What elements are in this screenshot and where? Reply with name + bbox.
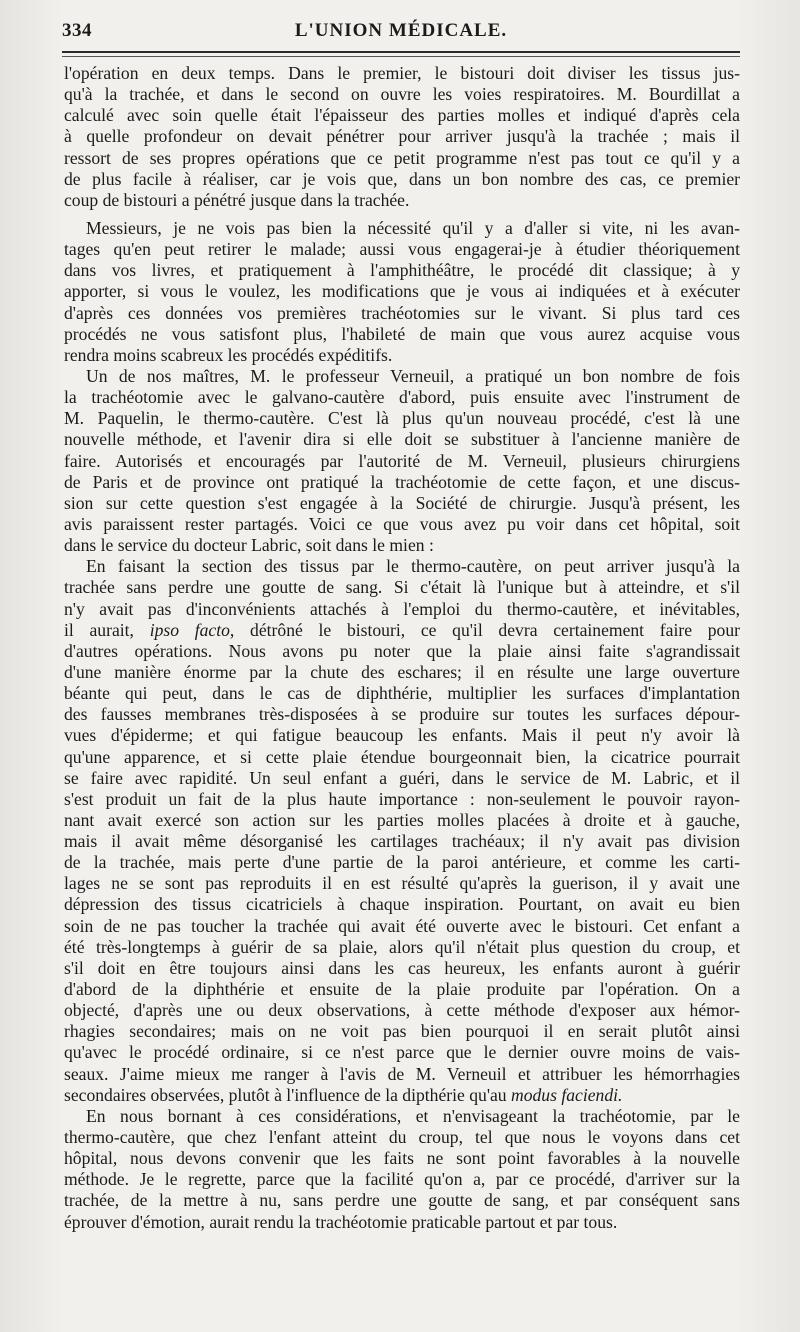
text-line: Messieurs, je ne vois pas bien la nécessité qu'il y a d'aller si vite, ni les avan- bbox=[86, 217, 740, 238]
header-rule-thin bbox=[62, 56, 740, 57]
running-title: L'UNION MÉDICALE. bbox=[294, 20, 508, 41]
page-header bbox=[62, 16, 740, 48]
text-line: tages qu'en peut retirer le malade; aussi vous engagerai-je à étudier théoriquement bbox=[64, 239, 740, 260]
text-line: Un de nos maîtres, M. le professeur Verneuil, a pratiqué un bon nombre de fois bbox=[86, 365, 740, 386]
header-rule bbox=[62, 51, 740, 53]
text-line: éprouver d'émotion, aurait rendu la trachéotomie praticable partout et par tous. bbox=[64, 1211, 618, 1232]
text-line: à quelle profondeur on devait pénétrer pour arriver jusqu'à la trachée ; mais il bbox=[64, 126, 740, 147]
text-line: d'autres opérations. Nous avons pu noter que la plaie ainsi faite s'agrandissait bbox=[64, 640, 740, 661]
text-line: En nous bornant à ces considérations, et n'envisageant la trachéotomie, par le bbox=[86, 1105, 740, 1126]
paragraph bbox=[64, 556, 740, 1106]
text-line: coup de bistouri a pénétré jusque dans la trachée. bbox=[64, 189, 410, 210]
paragraph bbox=[64, 218, 740, 366]
text-line: dépression des tissus cicatriciels à chaque inspiration. Pourtant, on avait eu bien bbox=[64, 894, 740, 915]
text-line: s'il doit en être toujours ainsi dans les cas heureux, les enfants auront à guérir bbox=[64, 957, 740, 978]
page-number: 334 bbox=[62, 20, 92, 41]
paragraph bbox=[64, 366, 740, 556]
text-line: mais il avait même désorganisé les cartilages trachéaux; il n'y avait pas division bbox=[64, 831, 740, 852]
text-line: dans le service du docteur Labric, soit dans le mien : bbox=[64, 535, 434, 556]
text-line: qu'à la trachée, et dans le second on ouvre les voies respiratoires. M. Bourdillat a bbox=[64, 84, 740, 105]
text-line: béante qui peut, dans le cas de diphthérie, multiplier les surfaces d'implantation bbox=[64, 683, 740, 704]
text-line: d'une manière énorme par la chute des eschares; il en résulte une large ouverture bbox=[64, 661, 740, 682]
text-line: apporter, si vous le voulez, les modifications que je vous ai indiquées et à exécuter bbox=[64, 281, 740, 302]
text-line: rendra moins scabreux les procédés expéditifs. bbox=[64, 344, 393, 365]
text-line: la trachéotomie avec le galvano-cautère d'abord, puis ensuite avec l'instrument de bbox=[64, 387, 740, 408]
text-line: seaux. J'aime mieux me ranger à l'avis de M. Verneuil et attribuer les hémorrhagies bbox=[64, 1063, 740, 1084]
text-line: de plus facile à réaliser, car je vois que, dans un bon nombre des cas, ce premier bbox=[64, 168, 740, 189]
text-line: secondaires observées, plutôt à l'influence de la dipthérie qu'au modus faciendi. bbox=[64, 1084, 623, 1105]
text-line: nouvelle méthode, et l'avenir dira si elle doit se substituer à l'ancienne manière de bbox=[64, 429, 740, 450]
text-line: faire. Autorisés et encouragés par l'autorité de M. Verneuil, plusieurs chirurgiens bbox=[64, 450, 740, 471]
text-line: thermo-cautère, que chez l'enfant atteint du croup, tel que nous le voyons dans cet bbox=[64, 1127, 740, 1148]
italic-text: modus faciendi. bbox=[511, 1084, 623, 1105]
text-line: qu'avec le procédé ordinaire, si ce n'est parce que le dernier ouvre moins de vais- bbox=[64, 1042, 740, 1063]
text-line: nant avait exercé son action sur les parties molles placées à droite et à gauche, bbox=[64, 809, 740, 830]
text-line: qu'une apparence, et si cette plaie étendue bourgeonnait bien, la cicatrice pourrait bbox=[64, 746, 740, 767]
text-line: d'après ces données vos premières trachéotomies sur le vivant. Si plus tard ces bbox=[64, 302, 740, 323]
article-body bbox=[64, 63, 740, 1233]
paragraph bbox=[64, 63, 740, 211]
text-line: sion sur cette question s'est engagée à la Société de chirurgie. Jusqu'à présent, les bbox=[64, 492, 740, 513]
text-line: trachée sans perdre une goutte de sang. Si c'était là l'unique but à atteindre, et s'il bbox=[64, 577, 740, 598]
text-line: objecté, d'après une ou deux observations, à cette méthode d'exposer aux hémor- bbox=[64, 1000, 740, 1021]
text-line: méthode. Je le regrette, parce que la facilité qu'on a, par ce procédé, d'arriver sur la bbox=[64, 1169, 740, 1190]
text-line: En faisant la section des tissus par le thermo-cautère, on peut arriver jusqu'à la bbox=[86, 556, 740, 577]
text-line: avis paraissent rester partagés. Voici ce que vous avez pu voir dans cet hôpital, soit bbox=[64, 513, 740, 534]
text-line: vues d'épiderme; et qui fatigue beaucoup les enfants. Mais il peut n'y avoir là bbox=[64, 725, 740, 746]
text-line: ressort de ses propres opérations que ce petit programme n'est pas tout ce qu'il y a bbox=[64, 147, 740, 168]
text-line: de Paris et de province ont pratiqué la trachéotomie de cette façon, et une discus- bbox=[64, 471, 740, 492]
text-line: procédés ne vous satisfont plus, l'habileté de main que vous aurez acquise vous bbox=[64, 323, 740, 344]
text-line: l'opération en deux temps. Dans le premier, le bistouri doit diviser les tissus jus- bbox=[64, 63, 740, 83]
text-line: il aurait, ipso facto, détrôné le bistouri, ce qu'il devra certainement faire pour bbox=[64, 619, 740, 640]
text-line: des fausses membranes très-disposées à se produire sur toutes les surfaces dépour- bbox=[64, 704, 740, 725]
text-line: calculé avec soin quelle était l'épaisseur des parties molles et indiqué d'après cela bbox=[64, 105, 740, 126]
text-line: rhagies secondaires; mais on ne voit pas bien pourquoi il en serait plutôt ainsi bbox=[64, 1021, 740, 1042]
text-line: M. Paquelin, le thermo-cautère. C'est là plus qu'un nouveau procédé, c'est là une bbox=[64, 408, 740, 429]
text-line: été très-longtemps à guérir de sa plaie, alors qu'il n'était plus question du croup, et bbox=[64, 936, 740, 957]
italic-text: ipso facto bbox=[149, 619, 230, 640]
text-line: soin de ne pas toucher la trachée qui avait été ouverte avec le bistouri. Cet enfant a bbox=[64, 915, 740, 936]
text-line: s'est produit un fait de la plus haute importance : non-seulement le pouvoir rayon- bbox=[64, 788, 740, 809]
text-line: de la trachée, mais perte d'une partie de la paroi antérieure, et comme les carti- bbox=[64, 852, 740, 873]
text-line: lages ne se sont pas reproduits il en est résulté qu'après la guerison, il y avait une bbox=[64, 873, 740, 894]
text-line: dans vos livres, et pratiquement à l'amphithéâtre, le procédé dit classique; à y bbox=[64, 260, 740, 281]
text-line: n'y avait pas d'inconvénients attachés à l'emploi du thermo-cautère, et inévitables, bbox=[64, 598, 740, 619]
text-line: trachée, de la mettre à nu, sans perdre une goutte de sang, et par conséquent sans bbox=[64, 1190, 740, 1211]
paragraph bbox=[64, 1106, 740, 1233]
text-line: d'abord de la diphthérie et ensuite de la plaie produite par l'opération. On a bbox=[64, 979, 740, 1000]
text-line: hôpital, nous devons convenir que les faits ne sont point favorables à la nouvelle bbox=[64, 1148, 740, 1169]
text-line: se faire avec rapidité. Un seul enfant a guéri, dans le service de M. Labric, et il bbox=[64, 767, 740, 788]
